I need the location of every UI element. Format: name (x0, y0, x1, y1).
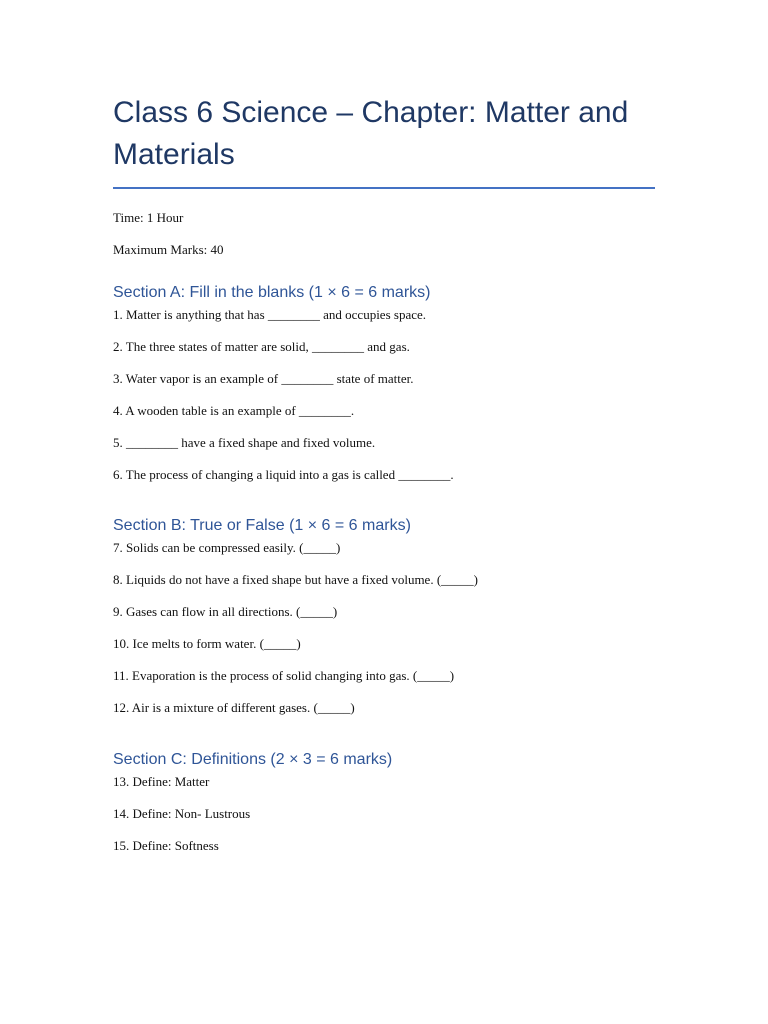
document-page (113, 92, 655, 854)
question-item: 3. Water vapor is an example of ________ state of matter. (113, 371, 414, 386)
question-item: 9. Gases can flow in all directions. (_____) (113, 604, 338, 619)
question-item: 8. Liquids do not have a fixed shape but have a fixed volume. (_____) (113, 572, 478, 587)
exam-max-marks: Maximum Marks: 40 (113, 242, 224, 257)
section-a-heading: Section A: Fill in the blanks (1 × 6 = 6 marks) (113, 284, 431, 301)
question-item: 5. ________ have a fixed shape and fixed volume. (113, 435, 376, 450)
title-divider (113, 187, 655, 189)
question-item: 14. Define: Non- Lustrous (113, 806, 251, 821)
question-item: 7. Solids can be compressed easily. (_____) (113, 540, 341, 555)
question-item: 13. Define: Matter (113, 774, 210, 789)
question-item: 12. Air is a mixture of different gases. (_____) (113, 700, 355, 715)
exam-time: Time: 1 Hour (113, 210, 184, 225)
section-c-questions (113, 773, 655, 854)
question-item: 2. The three states of matter are solid, ________ and gas. (113, 339, 410, 354)
section-b-heading: Section B: True or False (1 × 6 = 6 marks) (113, 517, 411, 534)
section-b-questions (113, 539, 655, 716)
section-a-questions (113, 306, 655, 483)
question-item: 1. Matter is anything that has ________ and occupies space. (113, 307, 427, 322)
question-item: 15. Define: Softness (113, 838, 219, 853)
question-item: 10. Ice melts to form water. (_____) (113, 636, 301, 651)
question-item: 11. Evaporation is the process of solid changing into gas. (_____) (113, 668, 455, 683)
section-c-heading: Section C: Definitions (2 × 3 = 6 marks) (113, 751, 393, 768)
question-item: 6. The process of changing a liquid into a gas is called ________. (113, 467, 454, 482)
page-title: Class 6 Science – Chapter: Matter and Materials (113, 96, 629, 171)
question-item: 4. A wooden table is an example of ________. (113, 403, 355, 418)
